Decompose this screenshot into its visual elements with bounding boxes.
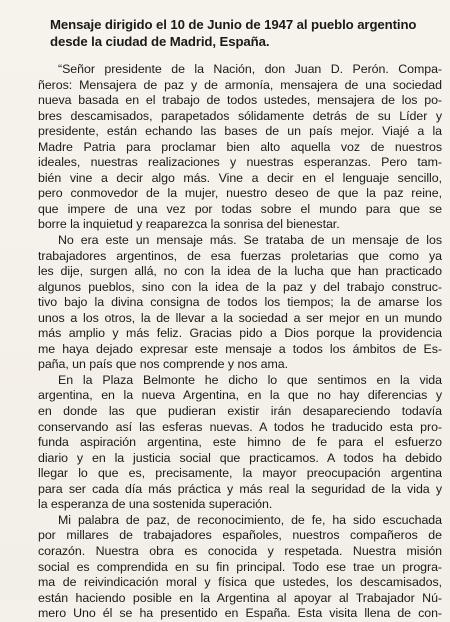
title-line: Mensaje dirigido el 10 de Junio de 1947 al pueblo argentino	[50, 17, 417, 32]
paragraph	[0, 513, 450, 622]
text-line: me haya dejado expresar este mensaje a todos los ámbitos de Es-	[38, 341, 442, 356]
text-line: pero conmovedor de la mujer, nuestro deseo de que la paz reine,	[38, 186, 442, 201]
text-line: diario y en la justicia social que practicamos. A todos ha debido	[38, 450, 442, 465]
text-line: en donde las que pudieran existir irán desapareciendo todavía	[38, 404, 442, 419]
text-line: más amplio y más feliz. Gracias pido a Dios porque la providencia	[38, 326, 442, 341]
text-line: trabajadores argentinos, de esa fuerzas proletarias que como ya	[38, 248, 442, 263]
text-line: les dije, surgen allá, no con la idea de la lucha que han practicado	[38, 264, 442, 279]
text-line: algunos pueblos, sino con la idea de la paz y del trabajo construc-	[38, 279, 442, 294]
text-line: “Señor presidente de la Nación, don Juan D. Perón. Compa-	[58, 62, 442, 76]
page-title	[50, 16, 442, 50]
text-line: mero Uno él se ha presentido en España. Esta visita llena de con-	[38, 606, 442, 621]
text-line: nueva basada en el trabajo de todos ustedes, mensajera de los po-	[38, 93, 442, 108]
text-line: argentina, en la nueva Argentina, en la que no hay diferencias y	[38, 388, 442, 403]
text-line: ma de reivindicación moral y física que ustedes, los descamisados,	[38, 575, 442, 590]
text-line: están haciendo posible en la Argentina al apoyar al Trabajador Nú-	[38, 590, 442, 605]
paragraph	[0, 233, 450, 373]
text-line: conservando así las esferas nuevas. A todos he traducido esta pro-	[38, 419, 442, 434]
text-line: presidente, están echando las bases de un país mejor. Viajé a la	[38, 124, 442, 139]
text-line: Madre Patria para proclamar bien alto aquella voz de nuestros	[38, 139, 442, 154]
text-line: paña, un país que nos comprende y nos ama.	[38, 357, 289, 372]
text-line: que impere de una vez por todas sobre el mundo para que se	[38, 201, 442, 216]
text-line: borre la inquietud y reaparezca la sonrisa del bienestar.	[38, 217, 340, 232]
paragraph	[0, 62, 450, 233]
title-line: desde la ciudad de Madrid, España.	[50, 34, 270, 49]
text-line: ideales, nuestras realizaciones y nuestras esperanzas. Pero tam-	[38, 155, 442, 170]
text-line: Mi palabra de paz, de reconocimiento, de fe, ha sido escuchada	[58, 512, 442, 527]
text-line: funda aspiración argentina, este himno de fe para el esfuerzo	[38, 435, 442, 450]
text-line: No era este un mensaje más. Se trataba de un mensaje de los	[58, 233, 442, 248]
text-line: bién vine a decir algo más. Vine a decir en el lenguaje sencillo,	[38, 170, 442, 185]
text-line: por millares de trabajadores españoles, nuestros compañeros de	[38, 528, 442, 543]
text-line: corazón. Nuestra obra es conocida y respetada. Nuestra misión	[38, 543, 442, 558]
paragraph	[0, 373, 450, 513]
text-line: unos a los otros, la de llevar a la sociedad a ser mejor en un mundo	[38, 310, 442, 325]
text-line: En la Plaza Belmonte he dicho lo que sentimos en la vida	[58, 372, 442, 387]
text-line: bres descamisados, parapetados sólidamente detrás de su Líder y	[38, 108, 442, 123]
text-line: para ser cada día más práctica y más real la seguridad de la vida y	[38, 481, 442, 496]
text-line: tivo bajo la divina consigna de todos los tiempos; la de amarse los	[38, 295, 442, 310]
letter-body	[0, 62, 450, 622]
text-line: la esperanza de una sostenida superación.	[38, 497, 273, 512]
text-line: llegar lo que es, precisamente, la mayor preocupación argentina	[38, 466, 442, 481]
text-line: social es comprendida en su fin principal. Todo ese trae un progra-	[38, 559, 442, 574]
text-line: ñeros: Mensajera de paz y de armonía, mensajera de una sociedad	[38, 77, 442, 92]
